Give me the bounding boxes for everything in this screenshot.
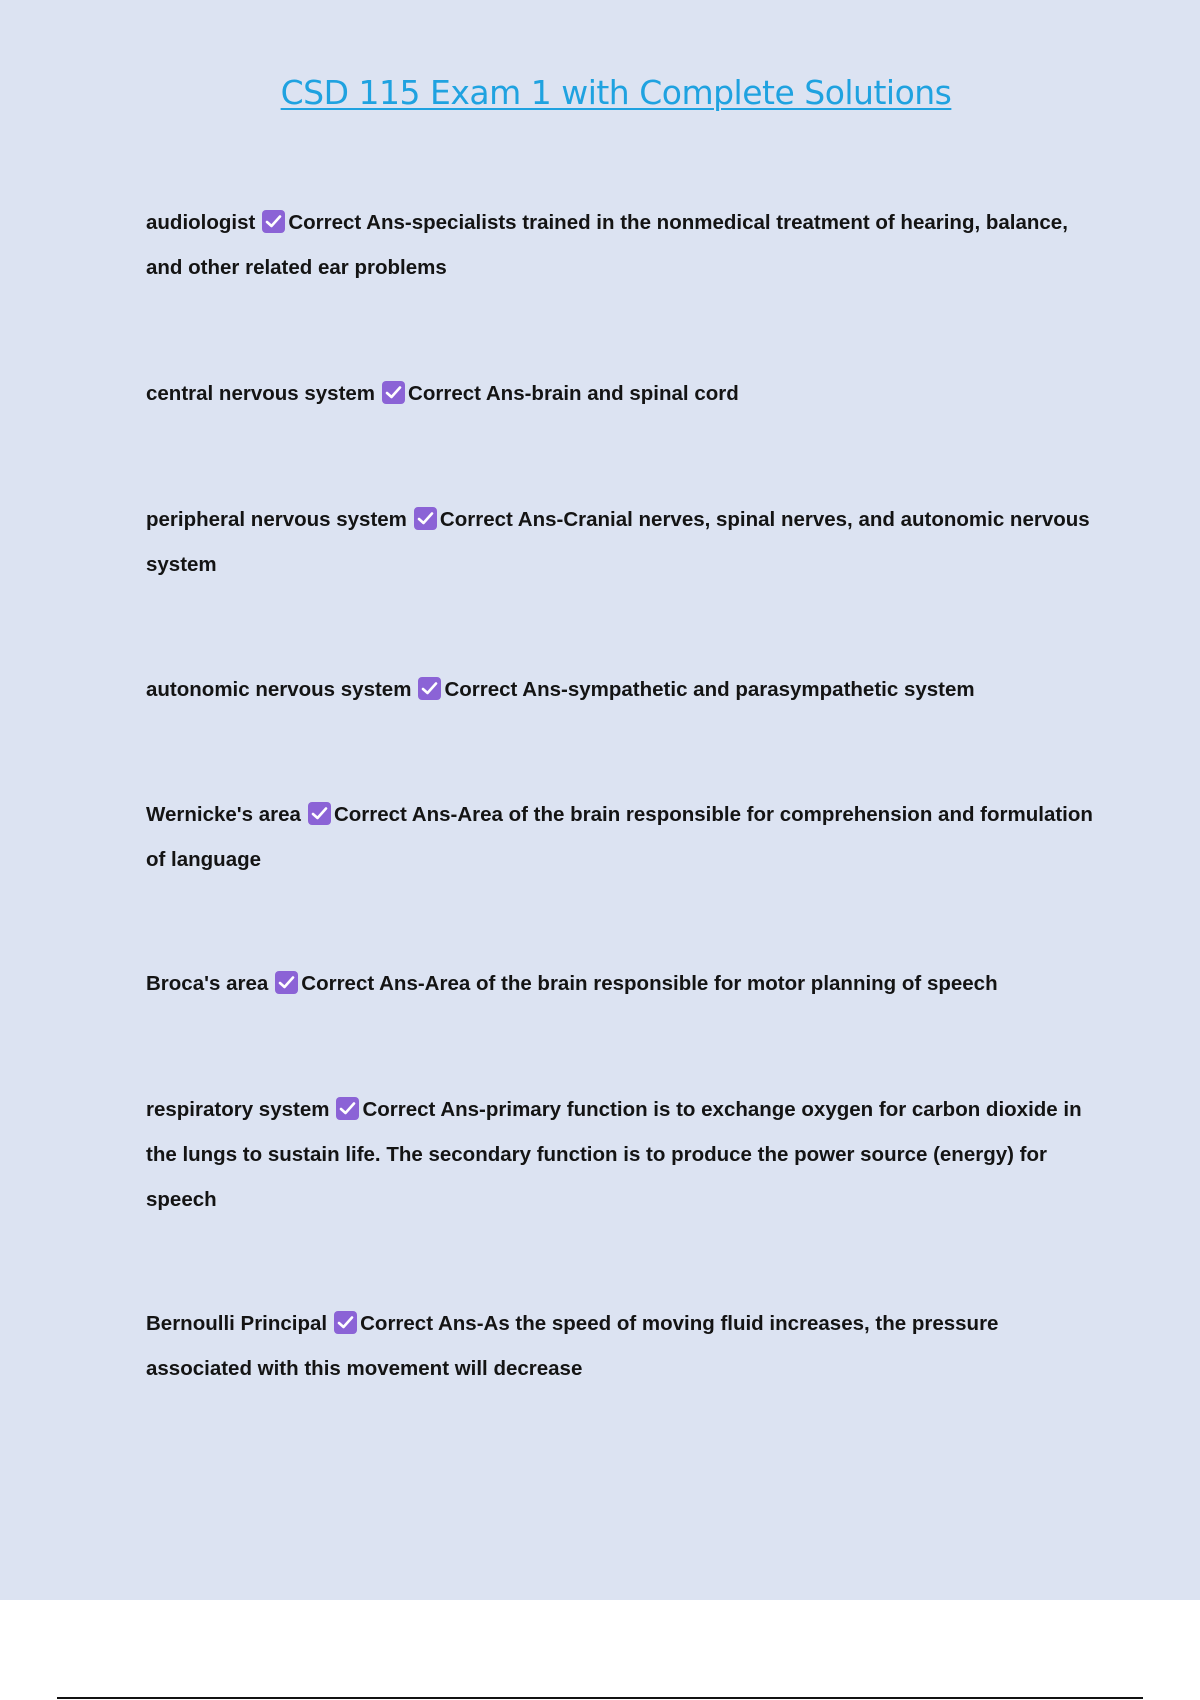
entry-peripheral-nervous-system [146, 497, 1096, 587]
entry-answer: Correct Ans-brain and spinal cord [408, 382, 739, 405]
checkmark-box-icon [334, 1311, 357, 1334]
entry-term: central nervous system [146, 382, 376, 405]
entry-answer: Correct Ans-Cranial nerves, spinal nerves, and autonomic nervous system [146, 508, 1090, 576]
entry-answer: Correct Ans-sympathetic and parasympathetic system [444, 678, 975, 701]
entry-answer: Correct Ans-As the speed of moving fluid increases, the pressure associated with this movement will decrease [146, 1312, 999, 1380]
entry-term: Bernoulli Principal [146, 1312, 328, 1335]
entry-term: audiologist [146, 211, 256, 234]
checkmark-box-icon [262, 210, 285, 233]
entry-autonomic-nervous-system [146, 667, 1096, 712]
footer-divider [57, 1697, 1143, 1699]
checkmark-box-icon [414, 507, 437, 530]
entry-bernoulli-principal [146, 1301, 1096, 1391]
entry-answer: Correct Ans-primary function is to exchange oxygen for carbon dioxide in the lungs to sustain life. The secondary function is to produce the power source (energy) for speech [146, 1098, 1082, 1211]
entry-answer: Correct Ans-Area of the brain responsible for comprehension and formulation of language [146, 803, 1093, 871]
checkmark-box-icon [336, 1097, 359, 1120]
entry-wernickes-area [146, 792, 1096, 882]
checkmark-box-icon [308, 802, 331, 825]
entry-term: autonomic nervous system [146, 678, 412, 701]
entry-audiologist [146, 200, 1096, 290]
entry-central-nervous-system [146, 371, 1096, 416]
entry-term: Broca's area [146, 972, 269, 995]
entry-term: Wernicke's area [146, 803, 301, 826]
entry-answer: Correct Ans-specialists trained in the nonmedical treatment of hearing, balance, and other related ear problems [146, 211, 1068, 279]
checkmark-box-icon [275, 971, 298, 994]
entry-respiratory-system [146, 1087, 1096, 1222]
checkmark-box-icon [418, 677, 441, 700]
entry-term: peripheral nervous system [146, 508, 407, 531]
checkmark-box-icon [382, 381, 405, 404]
entry-brocas-area [146, 961, 1096, 1006]
entry-term: respiratory system [146, 1098, 330, 1121]
entry-answer: Correct Ans-Area of the brain responsible for motor planning of speech [301, 972, 998, 995]
document-title: CSD 115 Exam 1 with Complete Solutions [280, 73, 952, 112]
